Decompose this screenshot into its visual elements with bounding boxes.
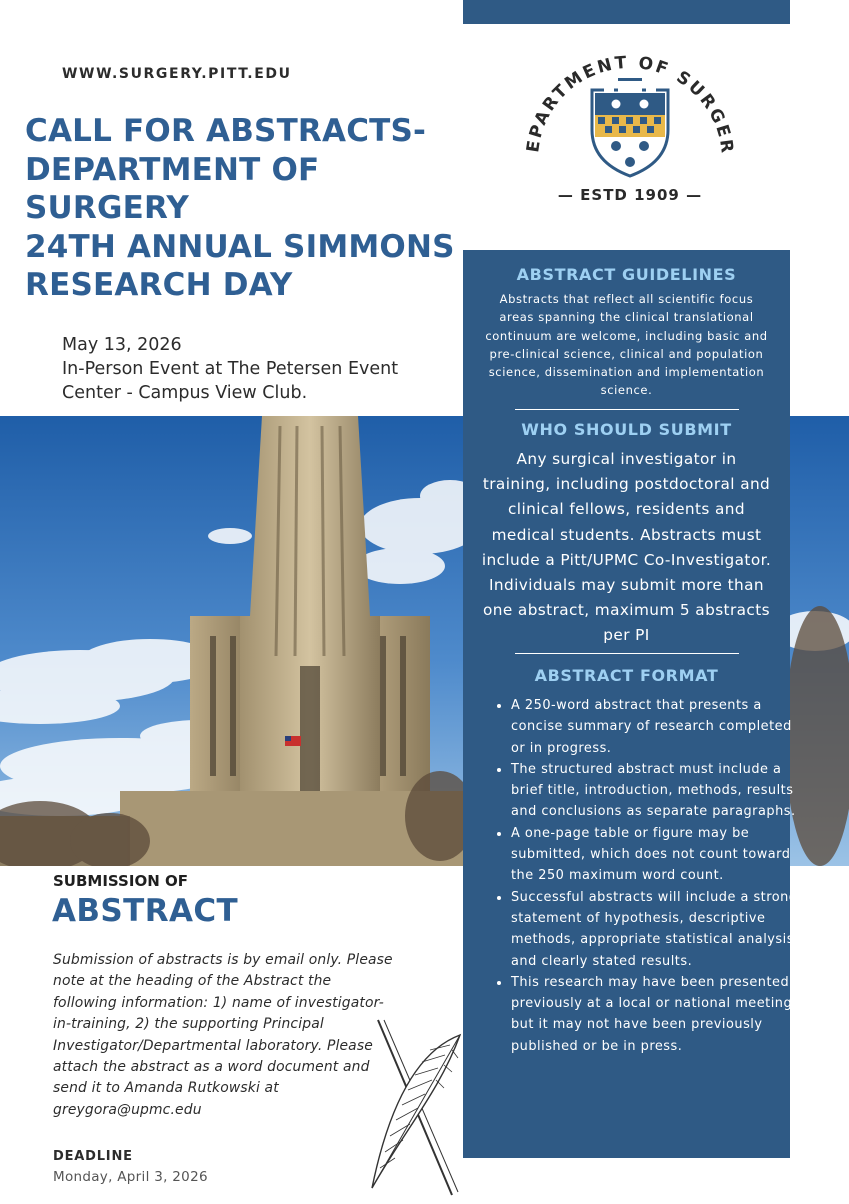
quill-pen-icon [360,1010,470,1200]
website-url[interactable]: WWW.SURGERY.PITT.EDU [62,66,292,82]
who-should-submit-heading: WHO SHOULD SUBMIT [521,420,732,439]
top-accent-bar [463,0,790,24]
deadline-label: DEADLINE [53,1149,133,1164]
logo-established: — ESTD 1909 — [557,186,703,204]
event-info [62,333,398,405]
deadline-date: Monday, April 3, 2026 [53,1169,208,1185]
guidelines-heading: ABSTRACT GUIDELINES [516,265,737,284]
quill-graphic [360,1010,470,1200]
title-line-1: CALL FOR ABSTRACTS- [25,113,427,149]
format-item: • Successful abstracts will include a strong statement of hypothesis, descriptive methods, appropriate statistical analysis and clearly stated results. [511,887,801,972]
submission-body: Submission of abstracts is by email only. Please note at the heading of the Abstract the following information: 1) name of investigator-in-training, 2) the supporting Principal Investigator/Departmental laboratory. Please attach the abstract as a word document and send it to Amanda Rutkowski at greygora@upmc.edu [53,952,393,1118]
format-item: • A 250-word abstract that presents a concise summary of research completed or in progress. [511,695,801,759]
shield-icon [592,78,668,176]
event-date: May 13, 2026 [62,335,182,355]
who-should-submit-text: Any surgical investigator in training, including postdoctoral and clinical fellows, residents and medical students. Abstracts must include a Pitt/UPMC Co-Investigator. Individuals may submit more than one abstract, maximum 5 abstracts per PI [481,450,772,645]
title-line-3: SURGERY [25,190,190,226]
divider-1 [515,409,739,410]
logo-arc-text: EPARTMENT OF SURGER [523,52,738,156]
event-location-line-2: Center - Campus View Club. [62,383,308,403]
info-panel [463,250,798,1158]
submission-big-heading: ABSTRACT [52,893,239,929]
format-item: • A one-page table or figure may be submitted, which does not count toward the 250 maximum word count. [511,823,801,887]
title-line-5: RESEARCH DAY [25,267,293,303]
event-location-line-1: In-Person Event at The Petersen Event [62,359,399,379]
format-item: • This research may have been presented previously at a local or national meeting, but it may not have been previously published or be in press. [511,972,801,1057]
abstract-format-heading: ABSTRACT FORMAT [534,666,719,685]
submission-small-heading: SUBMISSION OF [53,872,188,890]
department-of-surgery-logo [510,30,750,220]
abstract-format-list [491,695,801,1057]
page-title [25,112,465,305]
format-item: • The structured abstract must include a brief title, introduction, methods, results and conclusions as separate paragraphs. [511,759,801,823]
title-line-2: DEPARTMENT OF [25,151,320,188]
guidelines-text: Abstracts that reflect all scientific focus areas spanning the clinical translational continuum are welcome, including basic and pre-clinical science, clinical and population science, dissemination and implementation science. [485,292,768,398]
divider-2 [515,653,739,654]
logo-graphic [510,30,750,220]
title-line-4: 24TH ANNUAL SIMMONS [25,228,455,265]
